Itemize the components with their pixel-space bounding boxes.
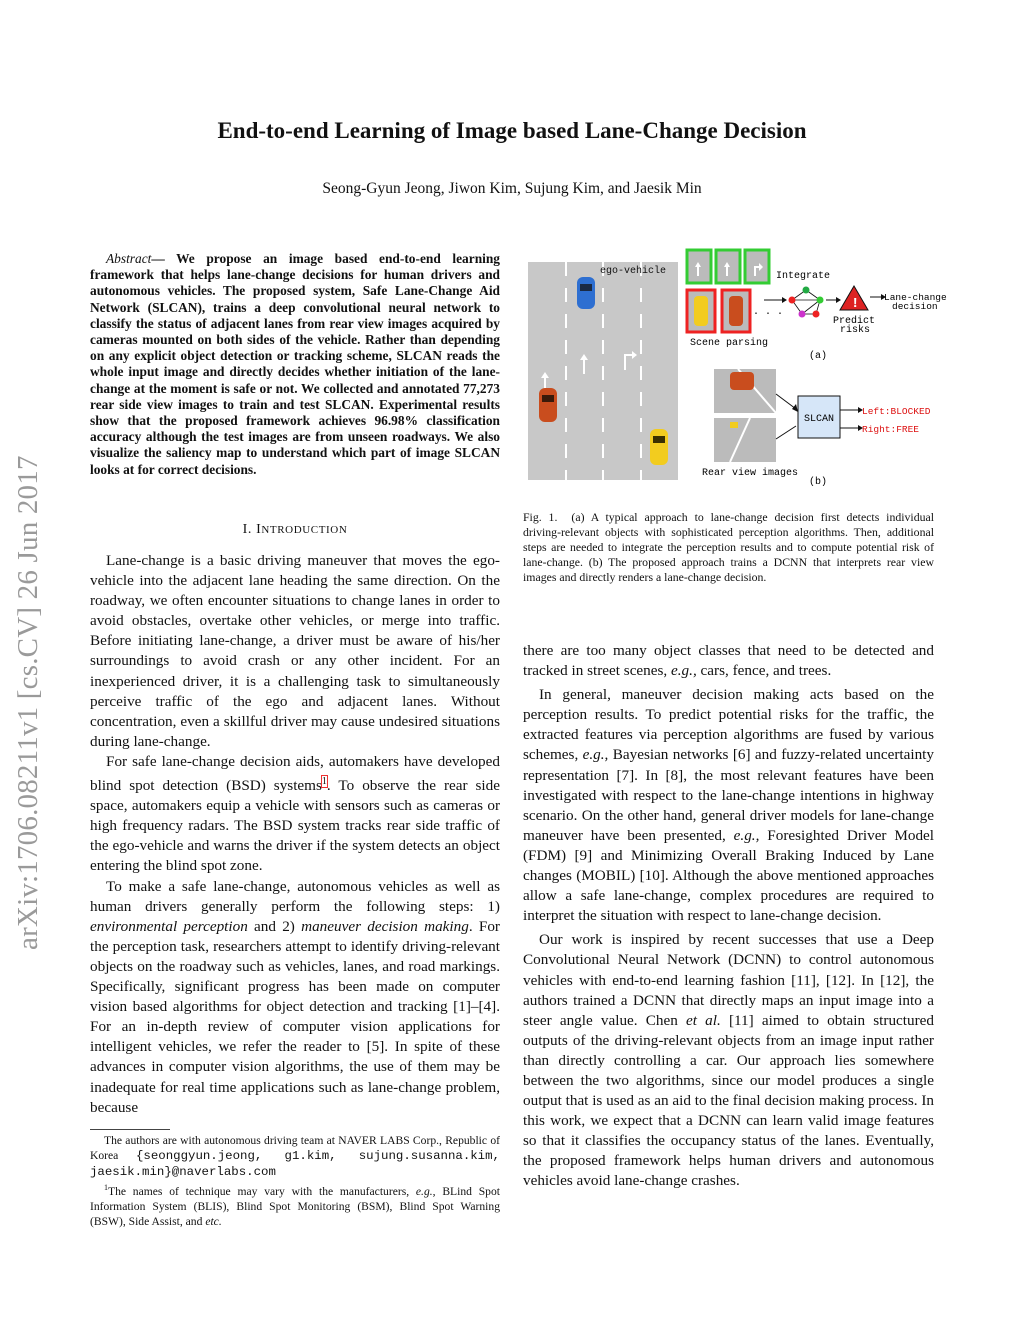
vehicle-detections [687, 290, 750, 332]
intro-p2-text: For safe lane-change decision aids, automakers have developed blind spot detection (BSD) systems [90, 752, 500, 795]
rear-car-orange-window [542, 395, 554, 402]
right-p3-text-a: Our work is inspired by recent successes that use a Deep Convolutional Neural Network (DCNN) to control autonomous vehicles with end-to-end learning fashion [11], [12]. In [12], the authors trained a DCNN that directly maps an input image into a steer angle value. Chen [523, 931, 934, 1029]
right-output: Right:FREE [862, 424, 920, 435]
caption-text: (a) A typical approach to lane-change decision first detects individual driving-relevant objects with sophisticated perception algorithms. Then, additional steps are needed to integrate the perception results and to compute potential risk of lane-change. (b) The proposed approach trains a DCNN that interprets rear view images and directly renders a lane-change decision. [523, 510, 935, 584]
panel-a-label: (a) [809, 351, 828, 362]
abstract [90, 251, 500, 478]
right-p1-em: e.g., [671, 662, 697, 680]
intro-p3-text-b: and 2) [247, 917, 302, 935]
abstract-text: We propose an image based end-to-end learning framework that helps lane-change decisions for human drivers and autonomous vehicles. The proposed system, Safe Lane-Change Aid Network (SLCAN), trains a deep convolutional neural network to classify the status of adjacent lanes from rear view images acquired by cameras mounted on both sides of the vehicle. Rather than depending on any explicit object detection or tracking scheme, SLCAN reads the whole input image and directly decides whether initiation of the lane-change at the moment is safe or not. We collected and annotated 77,273 rear side view images to train and test SLCAN. Experimental results show that the proposed framework achieves 96.98% classification accuracy although the test images are from unseen roadways. We also visualize the saliency map to understand which part of image SLCAN looks at for correct decisions. [90, 251, 501, 477]
warning-mark: ! [851, 296, 860, 312]
intro-paragraph-1: Lane-change is a basic driving maneuver that moves the ego-vehicle into the adjacent lane heading the same direction. On the roadway, we often encounter situations to change lanes in order to avoid obstacles, overtake other vehicles, or merge into traffic. Before initiating lane-change, a driver must be aware of his/her surroundings to avoid crash or any other incident. For an inexperienced driver, it is a challenging task to simultaneously perceive traffic of the ego and adjacent lanes. Without concentration, even a skillful driver may cause undesired situations during lane-change. [90, 552, 500, 750]
footnote-1-etc: etc. [205, 1214, 222, 1228]
section-title-rest: NTRODUCTION [261, 524, 348, 536]
lane-change-label-2: decision [892, 301, 938, 312]
affiliation-footnote [90, 1133, 500, 1180]
figure-1-graphic [520, 244, 960, 504]
footnote-1-mark: 1 [104, 1183, 108, 1192]
arrowhead-1 [782, 297, 787, 303]
footnotes [90, 1133, 500, 1229]
introduction-body [90, 551, 500, 1118]
rear-car-orange [539, 388, 557, 422]
arrowhead-4 [792, 404, 798, 412]
footnote-divider [90, 1129, 170, 1130]
footnote-1-text-b: BLind Spot Information System (BLIS), Blind Spot Monitoring (BSM), Blind Spot Warning (BSW), Side Assist, and [90, 1184, 500, 1228]
right-p1-text-a: there are too many object classes that need to be detected and tracked in street scenes, [523, 642, 934, 680]
right-p2-em-2: e.g., [733, 826, 760, 844]
intro-paragraph-3 [90, 877, 500, 1118]
predict-risks-label-2: risks [840, 325, 871, 336]
left-output: Left:BLOCKED [862, 406, 931, 417]
right-paragraph-2 [523, 685, 934, 926]
affiliation-text: The authors are with autonomous driving team at NAVER LABS Corp., Republic of Korea [90, 1134, 500, 1162]
rear-view-image-right [714, 418, 776, 462]
right-paragraph-1 [523, 641, 934, 681]
arxiv-identifier [10, 362, 50, 962]
abstract-label: Abstract [106, 251, 152, 266]
footnote-1-eg: e.g., [415, 1184, 436, 1198]
right-p2-em-1: e.g., [582, 746, 609, 764]
section-number: I. [242, 522, 257, 537]
right-p1-text-b: cars, fence, and trees. [696, 662, 832, 680]
section-first-letter: I [256, 522, 262, 537]
ego-vehicle-car [577, 277, 595, 309]
ego-vehicle-label: ego-vehicle [600, 266, 667, 277]
integrate-label: Integrate [776, 271, 831, 282]
author-emails: {seonggyun.jeong, g1.kim, sujung.susanna.kim, jaesik.min}@naverlabs.com [90, 1149, 500, 1179]
footnote-1 [90, 1180, 500, 1229]
graph-nodes [789, 287, 824, 318]
intro-paragraph-2 [90, 752, 500, 877]
right-p3-text-b: [11] aimed to obtain structured outputs of the driving-relevant objects from an image input rather than directly controlling a car. Our approach lies somewhere between the two algorithms, since our model produces a single output that is used as an aid to the final decision making process. In this work, we expect that a DCNN can learn valid image features so that it classifies the occupancy status of the lanes. Eventually, the proposed framework helps human drivers and autonomous vehicles avoid lane-change crashes. [523, 1011, 934, 1190]
figure-1 [520, 244, 960, 504]
abstract-dash: — [151, 251, 177, 266]
rear-car-yellow [650, 429, 668, 465]
intro-p3-text-c: . For the perception task, researchers attempt to identify driving-relevant objects on the roadway such as vehicles, lanes, and road markings. Specifically, significant progress has been made on computer vision based algorithms for object detection and tracking [1]–[4]. For an in-depth review of computer vision applications for intelligent vehicles, we refer the reader to [5]. In spite of these advances in computer vision algorithms, the use of them may be inadequate for real time applications such as lane-change problem, because [90, 917, 500, 1116]
right-p2-text-a: In general, maneuver decision making acts based on the perception results. To predict potential risks for the traffic, the extracted features via perception algorithms are fused by various schemes, [523, 686, 934, 764]
rear-view-label: Rear view images [702, 468, 799, 479]
slcan-label: SLCAN [804, 414, 835, 425]
section-heading-introduction [90, 522, 500, 538]
panel-b-label: (b) [809, 477, 828, 488]
lane-change-label-1: Lane-change [884, 292, 947, 303]
rear-view-left-car [730, 372, 754, 390]
intro-p2-text-b: . To observe the rear side space, automakers equip a vehicle with sensors such as cameras or high frequency radars. The BSD system tracks rear side traffic of the ego-vehicle and warns the driver if the system detects an object entering the blind spot zone. [90, 777, 500, 875]
ego-vehicle-window [580, 284, 592, 291]
right-paragraph-3 [523, 930, 934, 1191]
rear-car-yellow-window [653, 436, 665, 443]
footnote-1-link[interactable]: 1 [321, 776, 327, 788]
right-p2-text-b: Bayesian networks [6] and fuzzy-related uncertainty representation [7]. In [8], the most relevant features have been investigated with respect to the lane-change intentions in highway scenario. On the other hand, general driver models for lane-change maneuver have been presented, [523, 746, 934, 844]
rear-view-arrows [776, 394, 796, 439]
predict-risks-label-1: Predict [833, 316, 876, 327]
intro-p3-text-a: To make a safe lane-change, autonomous vehicles as well as human drivers generally perform the following steps: 1) [90, 877, 500, 915]
right-p2-text-c: Foresighted Driver Model (FDM) [9] and Minimizing Overall Braking Induced by Lane changes (MOBIL) [10]. Although the above mentioned approaches allow a safe lane-change, complex procedures are required to interpret the situation with respect to lane-change decision. [523, 826, 935, 925]
scene-parsing-label: Scene parsing [690, 338, 769, 349]
detections-ellipsis: . . . [753, 307, 784, 318]
lane-marking-detections [687, 250, 769, 283]
arrowhead-2 [836, 297, 841, 303]
intro-p3-em-2: maneuver decision making [301, 917, 469, 935]
caption-label: Fig. 1. [523, 510, 558, 524]
right-p3-em: et al. [686, 1011, 721, 1029]
arxiv-identifier-text: arXiv:1706.08211v1 [cs.CV] 26 Jun 2017 [12, 455, 44, 950]
paper-authors: Seong-Gyun Jeong, Jiwon Kim, Sujung Kim, and Jaesik Min [322, 180, 702, 197]
footnote-1-text-a: The names of technique may vary with the manufacturers, [108, 1184, 416, 1198]
figure-1-caption [523, 510, 934, 585]
paper-title: End-to-end Learning of Image based Lane-Change Decision [217, 118, 807, 143]
integration-graph [792, 290, 820, 314]
right-column-body [523, 641, 934, 1192]
rear-view-right-car [730, 422, 738, 428]
intro-p3-em-1: environmental perception [90, 917, 248, 935]
